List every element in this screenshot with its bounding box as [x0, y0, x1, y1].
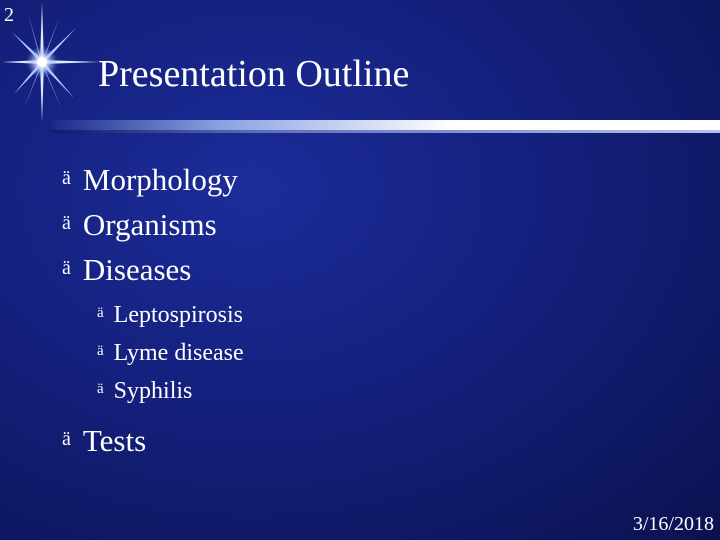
slide-number: 2: [4, 4, 14, 26]
list-item: [62, 423, 146, 459]
list-item: [62, 162, 238, 198]
arrow-up-right-icon: ä: [97, 305, 104, 321]
list-item-label: Diseases: [82, 252, 192, 287]
list-item-label: Organisms: [82, 207, 217, 242]
arrow-up-right-icon: ä: [62, 427, 71, 450]
footer-date: 3/16/2018: [632, 513, 714, 535]
arrow-up-right-icon: ä: [97, 343, 104, 359]
sub-list-item-label: Syphilis: [113, 378, 193, 404]
slide-title: Presentation Outline: [98, 53, 410, 95]
arrow-up-right-icon: ä: [62, 256, 71, 279]
sub-list-item: [97, 302, 243, 329]
arrow-up-right-icon: ä: [97, 381, 104, 397]
list-item: [62, 207, 217, 243]
list-item-label: Tests: [82, 423, 147, 458]
list-item: [62, 252, 191, 288]
sparkle-star-icon: [0, 0, 110, 130]
sub-list-item: [97, 340, 244, 367]
title-divider: [52, 120, 720, 130]
list-item-label: Morphology: [82, 162, 238, 197]
sub-list-item: [97, 378, 192, 405]
arrow-up-right-icon: ä: [62, 166, 71, 189]
sub-list-item-label: Lyme disease: [113, 340, 244, 366]
title-divider-shadow: [52, 130, 720, 133]
arrow-up-right-icon: ä: [62, 211, 71, 234]
sub-list-item-label: Leptospirosis: [113, 302, 243, 328]
